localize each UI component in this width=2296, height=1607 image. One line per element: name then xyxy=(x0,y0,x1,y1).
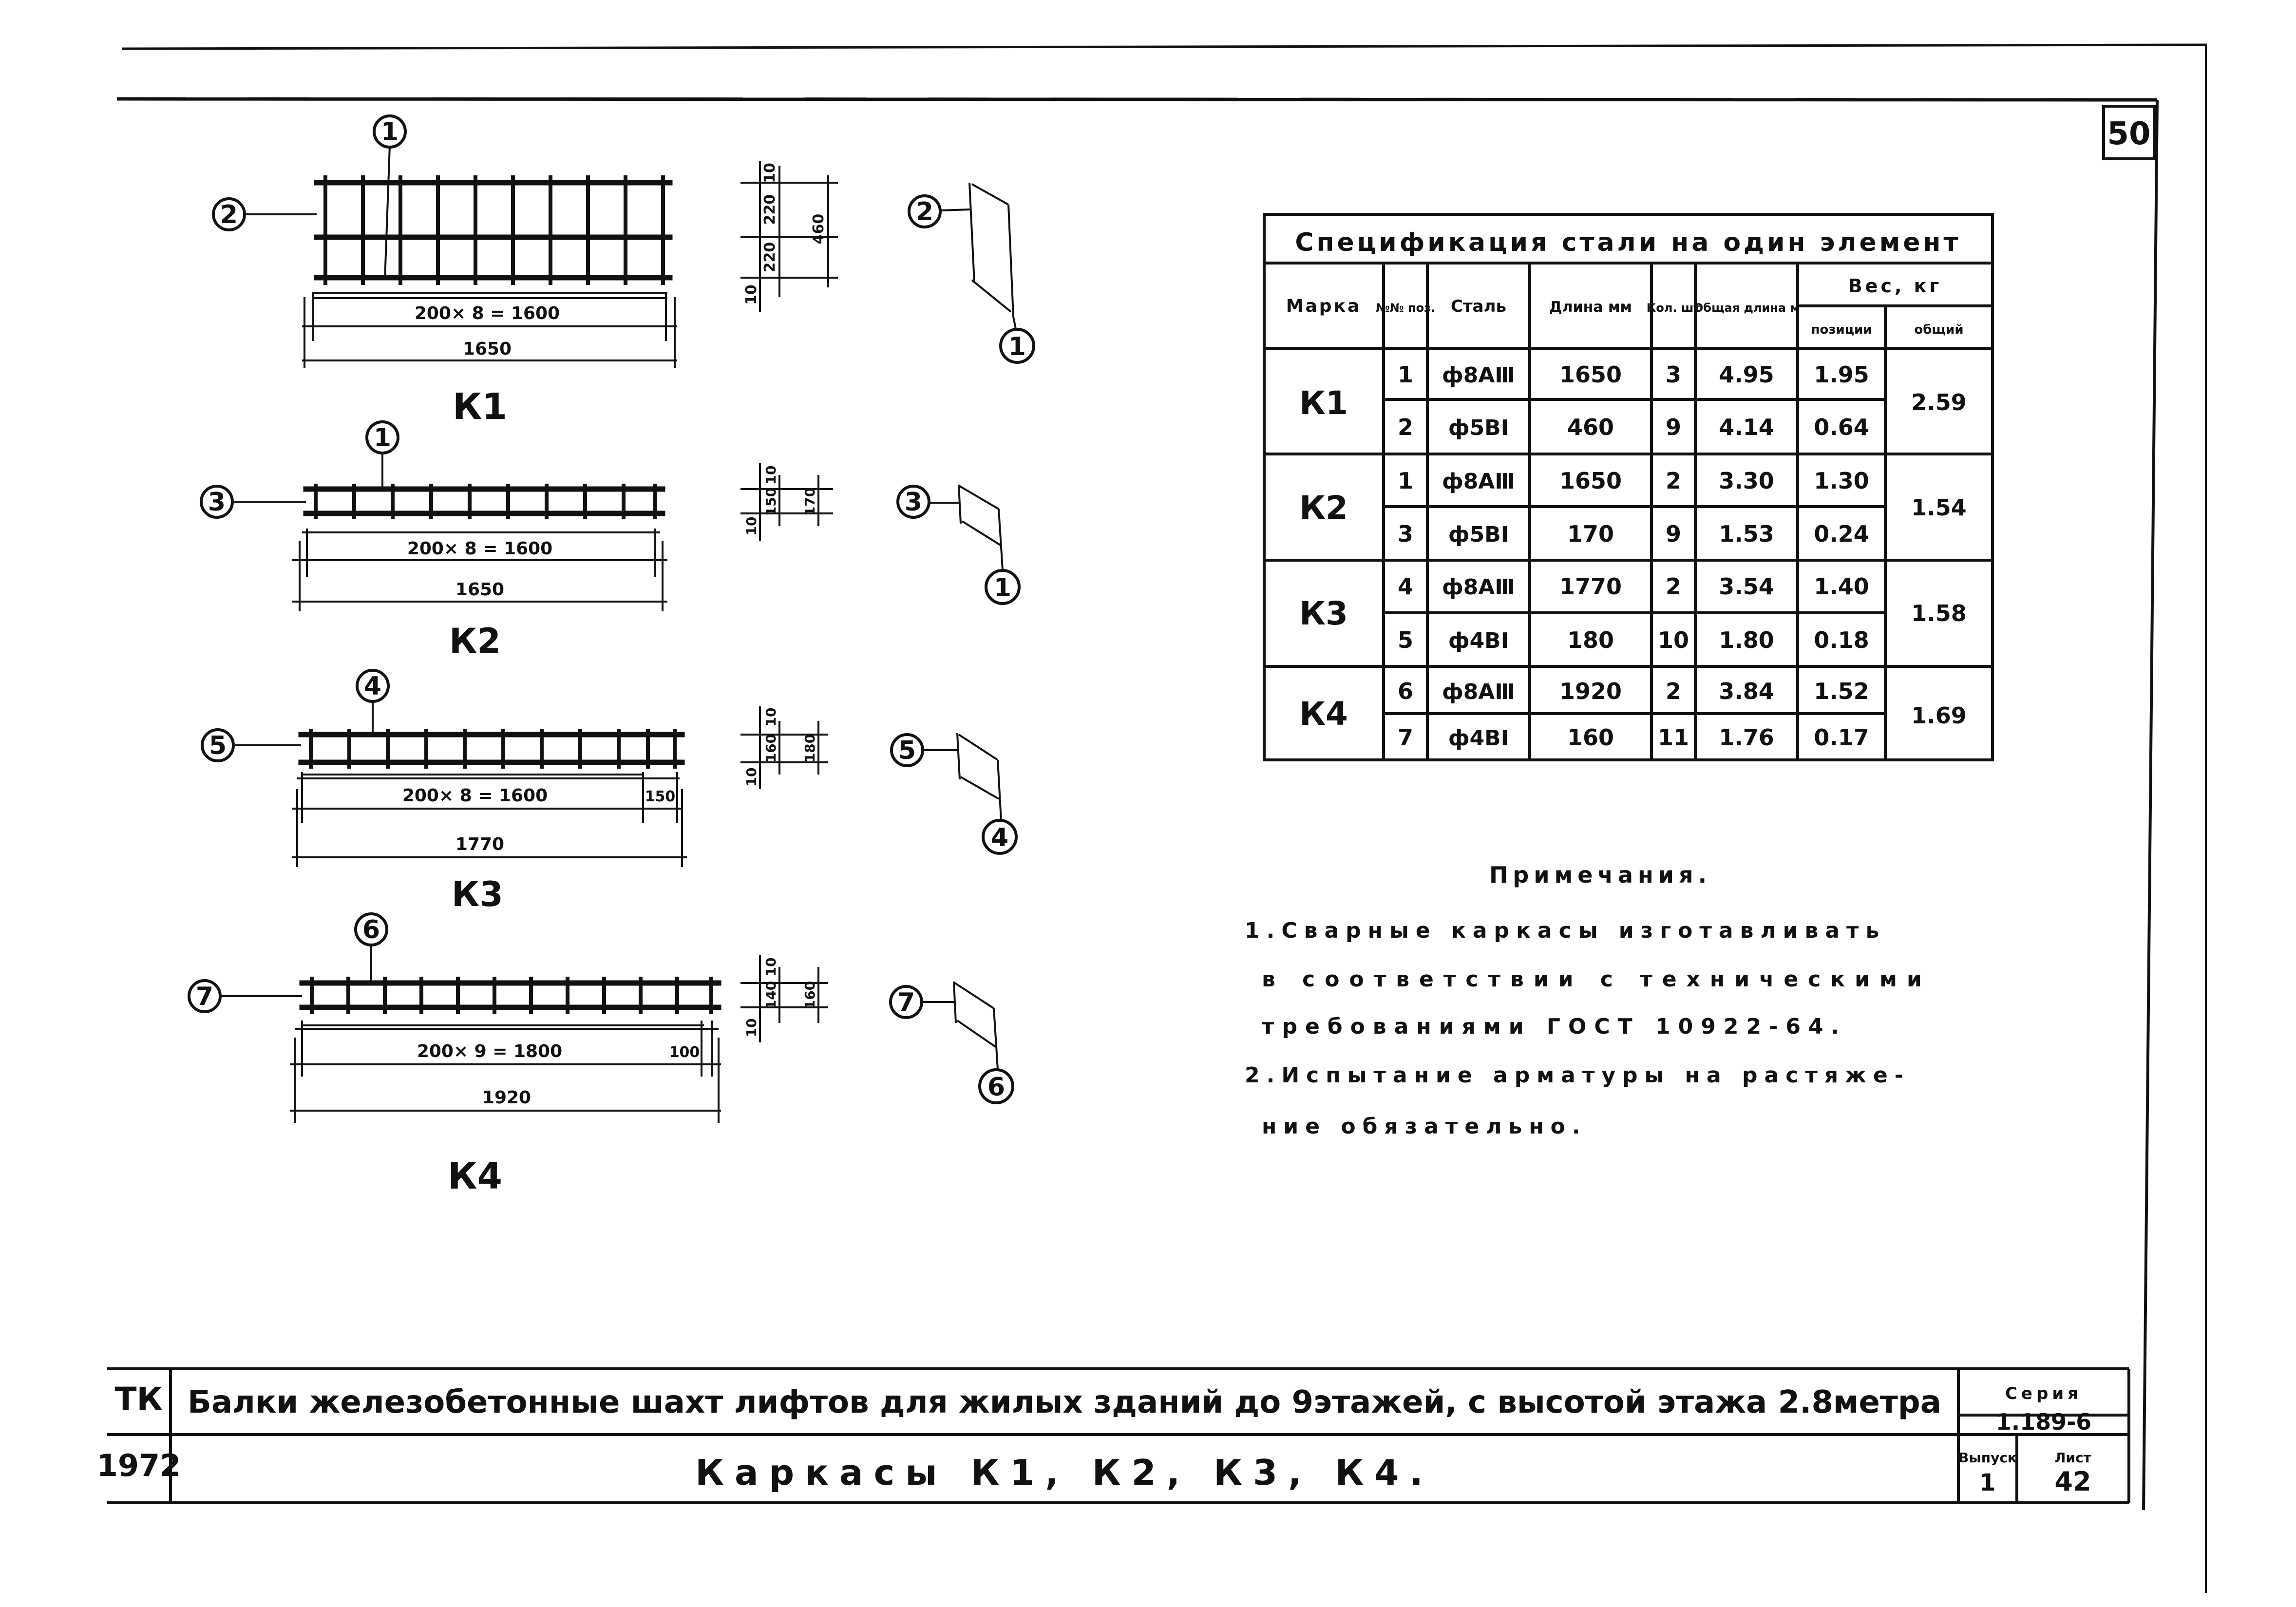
spec-k3-r1-qty: 2 xyxy=(1665,573,1682,600)
spec-k1-r1-total-len: 4.95 xyxy=(1719,361,1774,388)
k2-pitch-dim: 200× 8 = 1600 xyxy=(407,539,553,559)
k1-side-view xyxy=(909,183,1034,362)
spec-k2-mark: К2 xyxy=(1299,489,1348,527)
k1-total-dim: 1650 xyxy=(462,339,512,359)
spec-k1-r1-qty: 3 xyxy=(1665,361,1682,388)
k4-h-total: 160 xyxy=(802,981,818,1010)
k4-side-top: 7 xyxy=(897,988,915,1017)
spec-header-length: Длина мм xyxy=(1549,299,1632,316)
k4-cross-pos: 6 xyxy=(362,915,380,945)
spec-k1-r1-pos: 1 xyxy=(1397,361,1414,388)
k3-section xyxy=(740,706,828,789)
spec-k4-r2-qty: 11 xyxy=(1657,724,1689,751)
spec-k1-r2-total-len: 4.14 xyxy=(1719,414,1774,440)
k2-h-dim-3: 10 xyxy=(743,516,759,536)
k2-main-pos: 3 xyxy=(208,488,226,517)
spec-k4-r1-pos: 6 xyxy=(1397,678,1414,704)
spec-k4-r2-length: 160 xyxy=(1567,724,1614,751)
spec-k2-r1-w-pos: 1.30 xyxy=(1814,468,1869,494)
k2-side-bottom: 1 xyxy=(993,573,1012,603)
k3-side-top: 5 xyxy=(898,736,916,765)
k4-side-view xyxy=(891,982,1013,1103)
k4-section xyxy=(740,955,828,1042)
spec-k1-mark: К1 xyxy=(1299,384,1348,422)
title-series-value: 1.189-6 xyxy=(1995,1409,2092,1435)
spec-k1-r1-length: 1650 xyxy=(1559,361,1622,388)
k4-h-dim-2: 140 xyxy=(763,981,779,1010)
k1-h-dim-4: 10 xyxy=(743,284,760,305)
cage-k2 xyxy=(201,422,1019,661)
spec-header-mark: Марка xyxy=(1286,296,1362,316)
k4-h-dim-3: 10 xyxy=(743,1018,759,1038)
spec-k3-r1-length: 1770 xyxy=(1559,573,1622,600)
spec-k4-r2-steel: ф4ВI xyxy=(1448,726,1509,751)
k4-total-dim: 1920 xyxy=(482,1088,531,1108)
k1-label: К1 xyxy=(453,386,507,428)
spec-k3-r1-w-pos: 1.40 xyxy=(1814,573,1869,600)
title-sheet-value: 42 xyxy=(2054,1466,2091,1497)
spec-k3-r2-pos: 5 xyxy=(1397,627,1414,653)
spec-k3-r2-length: 180 xyxy=(1567,627,1614,653)
spec-header-pos: №№ поз. xyxy=(1375,301,1436,315)
spec-k4-r1-qty: 2 xyxy=(1665,678,1682,704)
k2-h-total: 170 xyxy=(802,487,818,516)
k3-total-dim: 1770 xyxy=(455,834,505,854)
spec-header-weight: Вес, кг xyxy=(1848,275,1942,297)
spec-header-w-total: общий xyxy=(1914,322,1964,337)
k3-h-total: 180 xyxy=(802,734,818,763)
note-line-4: 2.Испытание арматуры на растяже- xyxy=(1245,1063,1910,1088)
spec-k4-r1-total-len: 3.84 xyxy=(1719,678,1774,704)
k1-h-dim-2: 220 xyxy=(761,194,778,225)
spec-k4-r2-pos: 7 xyxy=(1397,724,1414,751)
page-number: 50 xyxy=(2107,116,2151,152)
spec-k3-r2-w-pos: 0.18 xyxy=(1814,627,1869,653)
spec-k1-r2-pos: 2 xyxy=(1397,414,1414,440)
note-line-5: ние обязательно. xyxy=(1262,1114,1587,1139)
k1-side-bottom: 1 xyxy=(1008,332,1026,361)
k3-side-view xyxy=(892,733,1016,853)
spec-header-total-len: Общая длина м xyxy=(1693,301,1800,315)
k1-main-pos: 2 xyxy=(220,200,238,229)
title-issue-label: Выпуск xyxy=(1958,1450,2017,1466)
k3-extra-dim: 150 xyxy=(645,788,676,805)
spec-k2-r1-steel: ф8АⅢ xyxy=(1442,469,1515,494)
spec-k4-r2-total-len: 1.76 xyxy=(1719,724,1774,751)
note-line-3: требованиями ГОСТ 10922-64. xyxy=(1262,1014,1847,1039)
spec-k1-r2-w-pos: 0.64 xyxy=(1814,414,1869,440)
spec-header-steel: Сталь xyxy=(1450,297,1507,316)
spec-k2-r1-total-len: 3.30 xyxy=(1719,468,1774,494)
k4-main-pos: 7 xyxy=(195,982,214,1011)
k3-main-pos: 5 xyxy=(209,731,227,760)
k1-section xyxy=(740,161,838,312)
k2-label: К2 xyxy=(449,621,501,661)
spec-k3-r1-total-len: 3.54 xyxy=(1719,573,1774,600)
k3-label: К3 xyxy=(452,874,503,914)
k3-h-dim-2: 160 xyxy=(763,734,779,763)
spec-k3-r1-steel: ф8АⅢ xyxy=(1442,575,1515,600)
title-org: ТК xyxy=(114,1380,163,1418)
title-sheet-title: Каркасы К1, К2, К3, К4. xyxy=(695,1452,1434,1493)
title-issue-value: 1 xyxy=(1979,1469,1996,1496)
spec-k3-r1-pos: 4 xyxy=(1397,573,1414,600)
spec-k3-r2-steel: ф4ВI xyxy=(1448,628,1509,653)
spec-k2-r2-pos: 3 xyxy=(1397,521,1414,547)
k2-side-view xyxy=(898,485,1019,604)
title-block xyxy=(97,1369,2129,1503)
spec-k2-r1-qty: 2 xyxy=(1665,468,1682,494)
k2-cross-pos: 1 xyxy=(373,423,392,453)
spec-k1-r2-qty: 9 xyxy=(1665,414,1682,440)
spec-k4-r2-w-pos: 0.17 xyxy=(1814,724,1869,751)
k1-pitch-dim: 200× 8 = 1600 xyxy=(414,303,560,323)
spec-k4-r1-length: 1920 xyxy=(1559,678,1622,704)
spec-k4-r1-w-pos: 1.52 xyxy=(1814,678,1869,704)
spec-k1-r2-length: 460 xyxy=(1567,414,1614,440)
notes-heading: Примечания. xyxy=(1489,862,1712,888)
note-line-1: 1.Сварные каркасы изготавливать xyxy=(1245,918,1886,943)
spec-k3-r2-total-len: 1.80 xyxy=(1719,627,1774,653)
spec-k1-r1-steel: ф8АⅢ xyxy=(1442,363,1515,388)
spec-k3-mark: К3 xyxy=(1299,595,1348,632)
k1-side-top: 2 xyxy=(915,197,934,227)
title-description: Балки железобетонные шахт лифтов для жилых зданий до 9этажей, с высотой этажа 2.8метра xyxy=(188,1384,1941,1420)
cage-k1 xyxy=(213,116,1034,428)
cage-k4 xyxy=(189,914,1013,1197)
k3-pitch-dim: 200× 8 = 1600 xyxy=(402,786,548,806)
spec-k3-total: 1.58 xyxy=(1911,600,1967,626)
notes xyxy=(1245,862,1932,1139)
spec-k1-total: 2.59 xyxy=(1911,389,1967,416)
spec-k2-r2-qty: 9 xyxy=(1665,521,1682,547)
spec-k4-mark: К4 xyxy=(1299,695,1348,733)
k1-cross-pos: 1 xyxy=(380,117,399,147)
spec-header-w-pos: позиции xyxy=(1811,322,1872,337)
k3-side-bottom: 4 xyxy=(990,823,1009,852)
page-number-box xyxy=(2104,106,2155,159)
spec-k3-r2-qty: 10 xyxy=(1657,627,1689,653)
k4-side-bottom: 6 xyxy=(987,1073,1006,1102)
k2-side-top: 3 xyxy=(904,488,923,517)
k1-h-total: 460 xyxy=(810,213,827,245)
k4-pitch-dim: 200× 9 = 1800 xyxy=(417,1041,563,1061)
spec-header-qty: Кол. шт xyxy=(1646,301,1701,315)
spec-k1-r1-w-pos: 1.95 xyxy=(1814,361,1869,388)
spec-k2-r2-total-len: 1.53 xyxy=(1719,521,1774,547)
spec-k2-r1-pos: 1 xyxy=(1397,468,1414,494)
note-line-2: в соответствии с техническими xyxy=(1262,967,1932,992)
k2-h-dim-1: 10 xyxy=(763,465,779,485)
cage-k3 xyxy=(202,670,1016,914)
spec-k2-r2-length: 170 xyxy=(1567,521,1614,547)
spec-k2-r2-steel: ф5ВI xyxy=(1448,522,1509,547)
k3-cross-pos: 4 xyxy=(363,672,382,701)
spec-k2-r2-w-pos: 0.24 xyxy=(1814,521,1869,547)
title-sheet-label: Лист xyxy=(2054,1450,2091,1466)
title-series-label: Серия xyxy=(2005,1384,2083,1403)
spec-k4-r1-steel: ф8АⅢ xyxy=(1442,680,1515,704)
spec-k1-r2-steel: ф5ВI xyxy=(1448,416,1509,440)
title-year: 1972 xyxy=(96,1448,181,1483)
k4-extra-dim: 100 xyxy=(669,1044,700,1061)
spec-title: Спецификация стали на один элемент xyxy=(1295,228,1961,257)
spec-k2-r1-length: 1650 xyxy=(1559,468,1622,494)
k4-label: К4 xyxy=(448,1155,502,1197)
k3-h-dim-3: 10 xyxy=(743,767,759,787)
k2-total-dim: 1650 xyxy=(455,580,505,600)
k2-section xyxy=(740,463,833,541)
k1-h-dim-1: 10 xyxy=(761,163,778,183)
spec-k2-total: 1.54 xyxy=(1911,494,1967,521)
spec-table xyxy=(1264,214,1992,760)
k4-h-dim-1: 10 xyxy=(763,957,779,977)
k1-h-dim-3: 220 xyxy=(761,242,778,273)
spec-k4-total: 1.69 xyxy=(1911,702,1967,729)
k3-h-dim-1: 10 xyxy=(763,707,779,727)
k2-h-dim-2: 150 xyxy=(763,487,779,516)
